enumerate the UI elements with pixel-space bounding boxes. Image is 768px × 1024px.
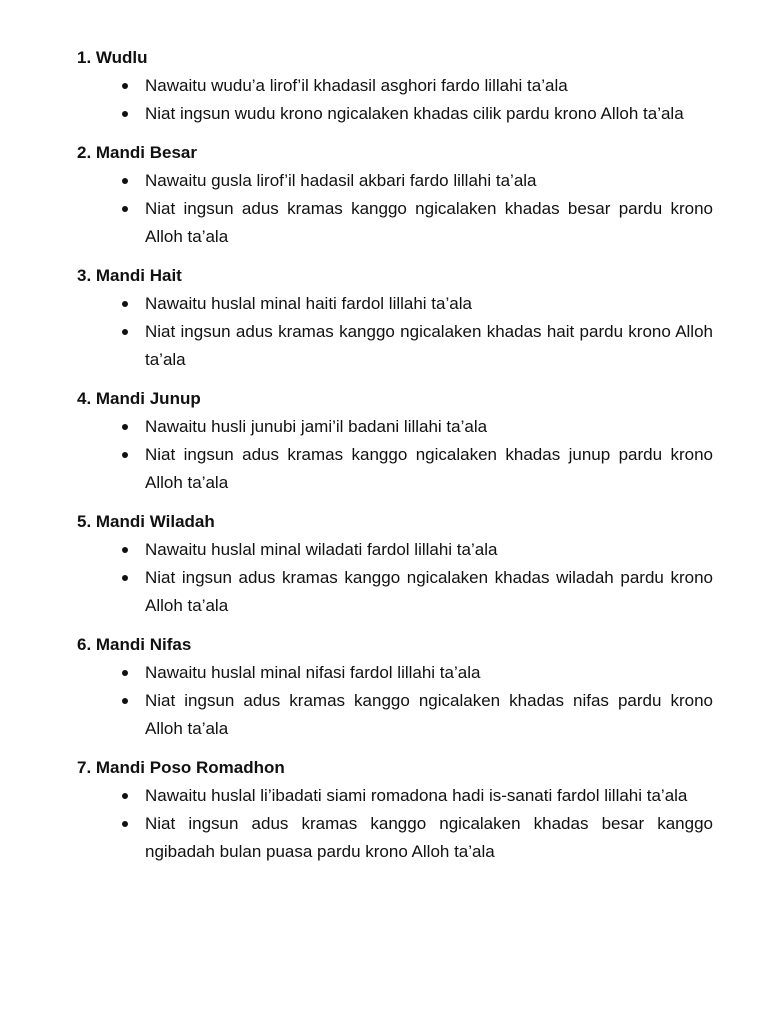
list-item-text: Nawaitu gusla lirof’il hadasil akbari fardo lillahi ta’ala [145,171,537,190]
section-title: 5. Mandi Wiladah [77,512,215,531]
list-item [77,441,713,497]
bullet-list [77,782,713,866]
list-item-text: Nawaitu huslal minal haiti fardol lillahi ta’ala [145,294,472,313]
list-item-text: Nawaitu husli junubi jami’il badani lillahi ta’ala [145,417,488,436]
bullet-dot-icon [122,83,128,89]
bullet-list [77,536,713,620]
section-wudlu [77,44,713,128]
bullet-list [77,413,713,497]
bullet-list [77,290,713,374]
section-title: 7. Mandi Poso Romadhon [77,758,285,777]
section-title: 2. Mandi Besar [77,143,197,162]
bullet-list [77,659,713,743]
list-item-text: Nawaitu huslal li’ibadati siami romadona hadi is-sanati fardol lillahi ta’ala [145,786,688,805]
list-item [77,167,713,195]
section-title: 3. Mandi Hait [77,266,182,285]
section-title: 1. Wudlu [77,48,148,67]
bullet-dot-icon [122,793,128,799]
list-item-text: Niat ingsun adus kramas kanggo ngicalaken khadas besar pardu krono Alloh ta’ala [145,199,713,246]
section-title: 4. Mandi Junup [77,389,201,408]
list-item [77,195,713,251]
list-item [77,810,713,866]
list-item [77,564,713,620]
section-mandi-wiladah [77,508,713,620]
list-item [77,413,713,441]
bullet-dot-icon [122,178,128,184]
list-item-text: Nawaitu huslal minal wiladati fardol lillahi ta’ala [145,540,498,559]
list-item-text: Niat ingsun adus kramas kanggo ngicalaken khadas hait pardu krono Alloh ta’ala [145,322,713,369]
list-item [77,290,713,318]
list-item [77,100,713,128]
section-mandi-besar [77,139,713,251]
bullet-list [77,167,713,251]
list-item [77,659,713,687]
bullet-dot-icon [122,575,128,581]
bullet-list [77,72,713,128]
section-title: 6. Mandi Nifas [77,635,192,654]
section-mandi-nifas [77,631,713,743]
list-item-text: Niat ingsun adus kramas kanggo ngicalaken khadas junup pardu krono Alloh ta’ala [145,445,713,492]
bullet-dot-icon [122,698,128,704]
section-mandi-poso-romadhon [77,754,713,866]
list-item-text: Nawaitu wudu’a lirof’il khadasil asghori fardo lillahi ta’ala [145,76,568,95]
list-item [77,536,713,564]
bullet-dot-icon [122,821,128,827]
list-item-text: Niat ingsun adus kramas kanggo ngicalaken khadas nifas pardu krono Alloh ta’ala [145,691,713,738]
list-item [77,72,713,100]
bullet-dot-icon [122,301,128,307]
section-mandi-junup [77,385,713,497]
list-item-text: Niat ingsun adus kramas kanggo ngicalaken khadas wiladah pardu krono Alloh ta’ala [145,568,713,615]
bullet-dot-icon [122,206,128,212]
bullet-dot-icon [122,329,128,335]
bullet-dot-icon [122,547,128,553]
bullet-dot-icon [122,111,128,117]
bullet-dot-icon [122,424,128,430]
bullet-dot-icon [122,452,128,458]
list-item-text: Nawaitu huslal minal nifasi fardol lillahi ta’ala [145,663,481,682]
list-item [77,687,713,743]
list-item-text: Niat ingsun wudu krono ngicalaken khadas cilik pardu krono Alloh ta’ala [145,104,684,123]
list-item [77,318,713,374]
bullet-dot-icon [122,670,128,676]
section-mandi-hait [77,262,713,374]
list-item-text: Niat ingsun adus kramas kanggo ngicalaken khadas besar kanggo ngibadah bulan puasa pardu krono Alloh ta’ala [145,814,713,861]
list-item [77,782,713,810]
